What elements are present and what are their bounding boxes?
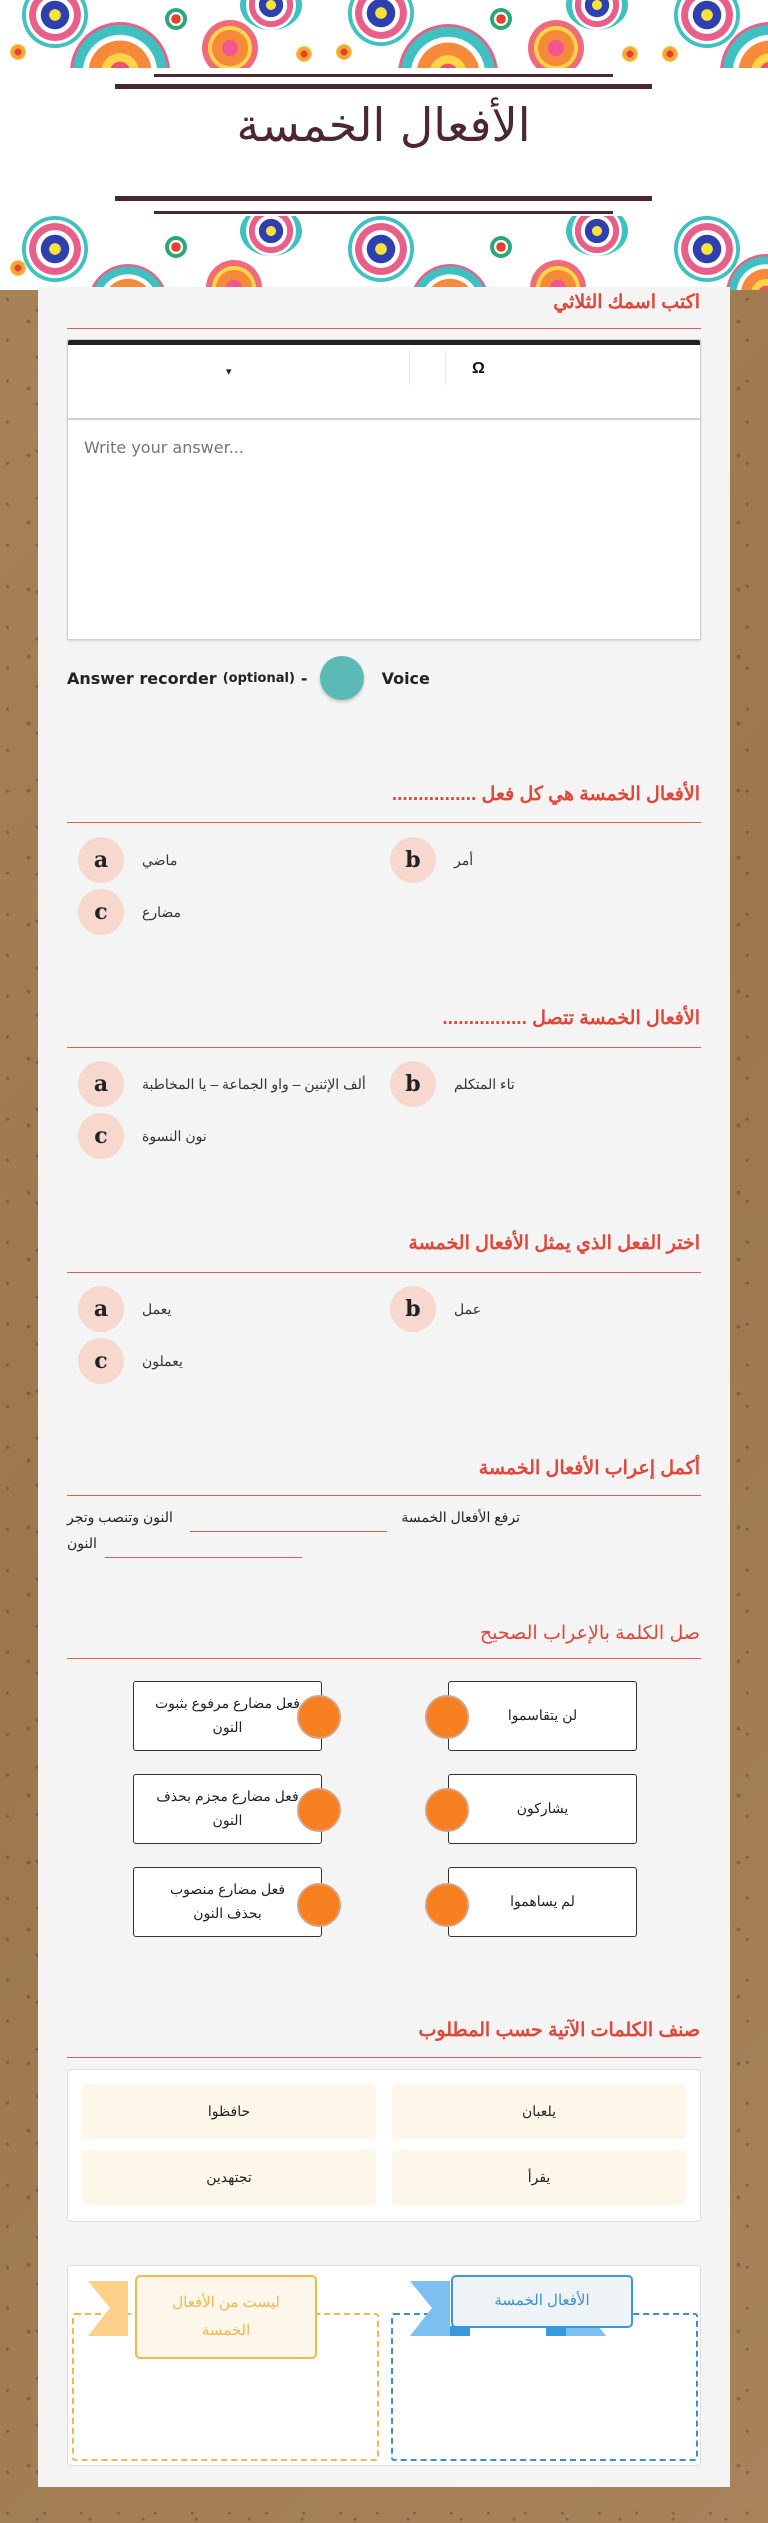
match-connector-dot[interactable] xyxy=(297,1788,341,1832)
option-b[interactable] xyxy=(390,837,473,883)
question-2-divider xyxy=(67,822,701,823)
page-title: الأفعال الخمسة xyxy=(236,98,531,152)
format-dropdown-caret-icon[interactable]: ▾ xyxy=(226,366,232,378)
sentence-part-1: ترفع الأفعال الخمسة xyxy=(401,1509,520,1525)
recorder-dash: - xyxy=(300,668,308,688)
decorative-pattern-top xyxy=(0,0,768,68)
bucket-label-five-verbs: الأفعال الخمسة xyxy=(451,2275,633,2328)
option-text: أمر xyxy=(454,851,474,868)
option-text: يعملون xyxy=(142,1352,183,1369)
option-c[interactable] xyxy=(78,1338,183,1384)
toolbar-separator xyxy=(445,350,446,385)
question-7-divider xyxy=(67,2057,701,2058)
fill-in-blank-sentence xyxy=(67,1505,701,1575)
question-1-divider xyxy=(67,328,701,329)
title-area xyxy=(115,70,652,216)
option-text: ألف الإثنين – واو الجماعة – يا المخاطبة xyxy=(142,1075,366,1092)
option-letter: c xyxy=(78,889,124,935)
question-1-title: اكتب اسمك الثلاثي xyxy=(553,292,700,313)
match-right-item-3[interactable]: فعل مضارع منصوب بحذف النون xyxy=(133,1867,322,1937)
voice-record-button[interactable] xyxy=(320,656,364,700)
match-connector-dot[interactable] xyxy=(297,1883,341,1927)
header-banner xyxy=(0,0,768,290)
word-chip[interactable]: يلعبان xyxy=(392,2084,686,2139)
question-7-title: صنف الكلمات الآتية حسب المطلوب xyxy=(418,2020,700,2041)
option-text: يعمل xyxy=(142,1300,172,1317)
recorder-optional-label: (optional) xyxy=(222,670,295,686)
sentence-part-3: النون xyxy=(67,1535,97,1551)
title-rule-bottom-thin xyxy=(154,211,613,214)
question-6-title: صل الكلمة بالإعراب الصحيح xyxy=(479,1623,700,1644)
recorder-label: Answer recorder xyxy=(67,668,217,688)
editor-toolbar xyxy=(68,345,700,420)
option-a[interactable] xyxy=(78,1061,366,1107)
title-rule-top-thick xyxy=(115,84,652,89)
match-connector-dot[interactable] xyxy=(425,1695,469,1739)
match-connector-dot[interactable] xyxy=(297,1695,341,1739)
option-letter: c xyxy=(78,1338,124,1384)
answer-recorder xyxy=(67,654,430,702)
question-4-divider xyxy=(67,1272,701,1273)
option-letter: b xyxy=(390,1061,436,1107)
option-letter: b xyxy=(390,837,436,883)
option-letter: a xyxy=(78,837,124,883)
option-c[interactable] xyxy=(78,1113,207,1159)
option-b[interactable] xyxy=(390,1286,481,1332)
match-left-item-2[interactable]: يشاركون xyxy=(448,1774,637,1844)
bucket-label-not-five-verbs: ليست من الأفعال الخمسة xyxy=(135,2275,317,2359)
title-rule-bottom-thick xyxy=(115,196,652,201)
match-right-item-1[interactable]: فعل مضارع مرفوع بثبوت النون xyxy=(133,1681,322,1751)
answer-textarea[interactable] xyxy=(68,422,700,639)
option-text: تاء المتكلم xyxy=(454,1075,515,1092)
word-chip[interactable]: يقرأ xyxy=(392,2150,686,2205)
option-letter: a xyxy=(78,1286,124,1332)
title-rule-top-thin xyxy=(154,74,613,77)
toolbar-separator xyxy=(409,350,410,385)
rich-text-editor xyxy=(67,339,701,640)
question-6-divider xyxy=(67,1658,701,1659)
question-2-title: الأفعال الخمسة هي كل فعل ................ xyxy=(391,784,700,805)
question-4-title: اختر الفعل الذي يمثل الأفعال الخمسة xyxy=(408,1233,700,1254)
classification-buckets xyxy=(67,2265,701,2466)
option-text: مضارع xyxy=(142,903,182,920)
option-a[interactable] xyxy=(78,837,177,883)
question-3-title: الأفعال الخمسة تتصل ................ xyxy=(442,1008,700,1029)
match-left-item-1[interactable]: لن يتقاسموا xyxy=(448,1681,637,1751)
word-chip[interactable]: حافظوا xyxy=(82,2084,376,2139)
option-b[interactable] xyxy=(390,1061,515,1107)
sentence-part-2: النون وتنصب وتجر xyxy=(67,1509,173,1525)
option-letter: c xyxy=(78,1113,124,1159)
option-c[interactable] xyxy=(78,889,181,935)
option-text: نون النسوة xyxy=(142,1127,207,1144)
blank-input-1[interactable] xyxy=(190,1531,387,1532)
match-connector-dot[interactable] xyxy=(425,1788,469,1832)
match-right-item-2[interactable]: فعل مضارع مجزم بحذف النون xyxy=(133,1774,322,1844)
word-pool xyxy=(67,2069,701,2222)
decorative-pattern-bottom xyxy=(0,216,768,290)
blank-input-2[interactable] xyxy=(105,1557,302,1558)
word-chip[interactable]: تجتهدين xyxy=(82,2150,376,2205)
special-character-icon[interactable]: Ω xyxy=(472,360,485,377)
option-text: عمل xyxy=(454,1300,482,1317)
voice-label: Voice xyxy=(381,668,430,688)
option-letter: b xyxy=(390,1286,436,1332)
worksheet-card xyxy=(38,287,730,2487)
question-5-divider xyxy=(67,1495,701,1496)
option-a[interactable] xyxy=(78,1286,171,1332)
question-3-divider xyxy=(67,1047,701,1048)
match-left-item-3[interactable]: لم يساهموا xyxy=(448,1867,637,1937)
match-connector-dot[interactable] xyxy=(425,1883,469,1927)
question-5-title: أكمل إعراب الأفعال الخمسة xyxy=(478,1458,700,1479)
option-letter: a xyxy=(78,1061,124,1107)
option-text: ماضي xyxy=(142,851,178,868)
